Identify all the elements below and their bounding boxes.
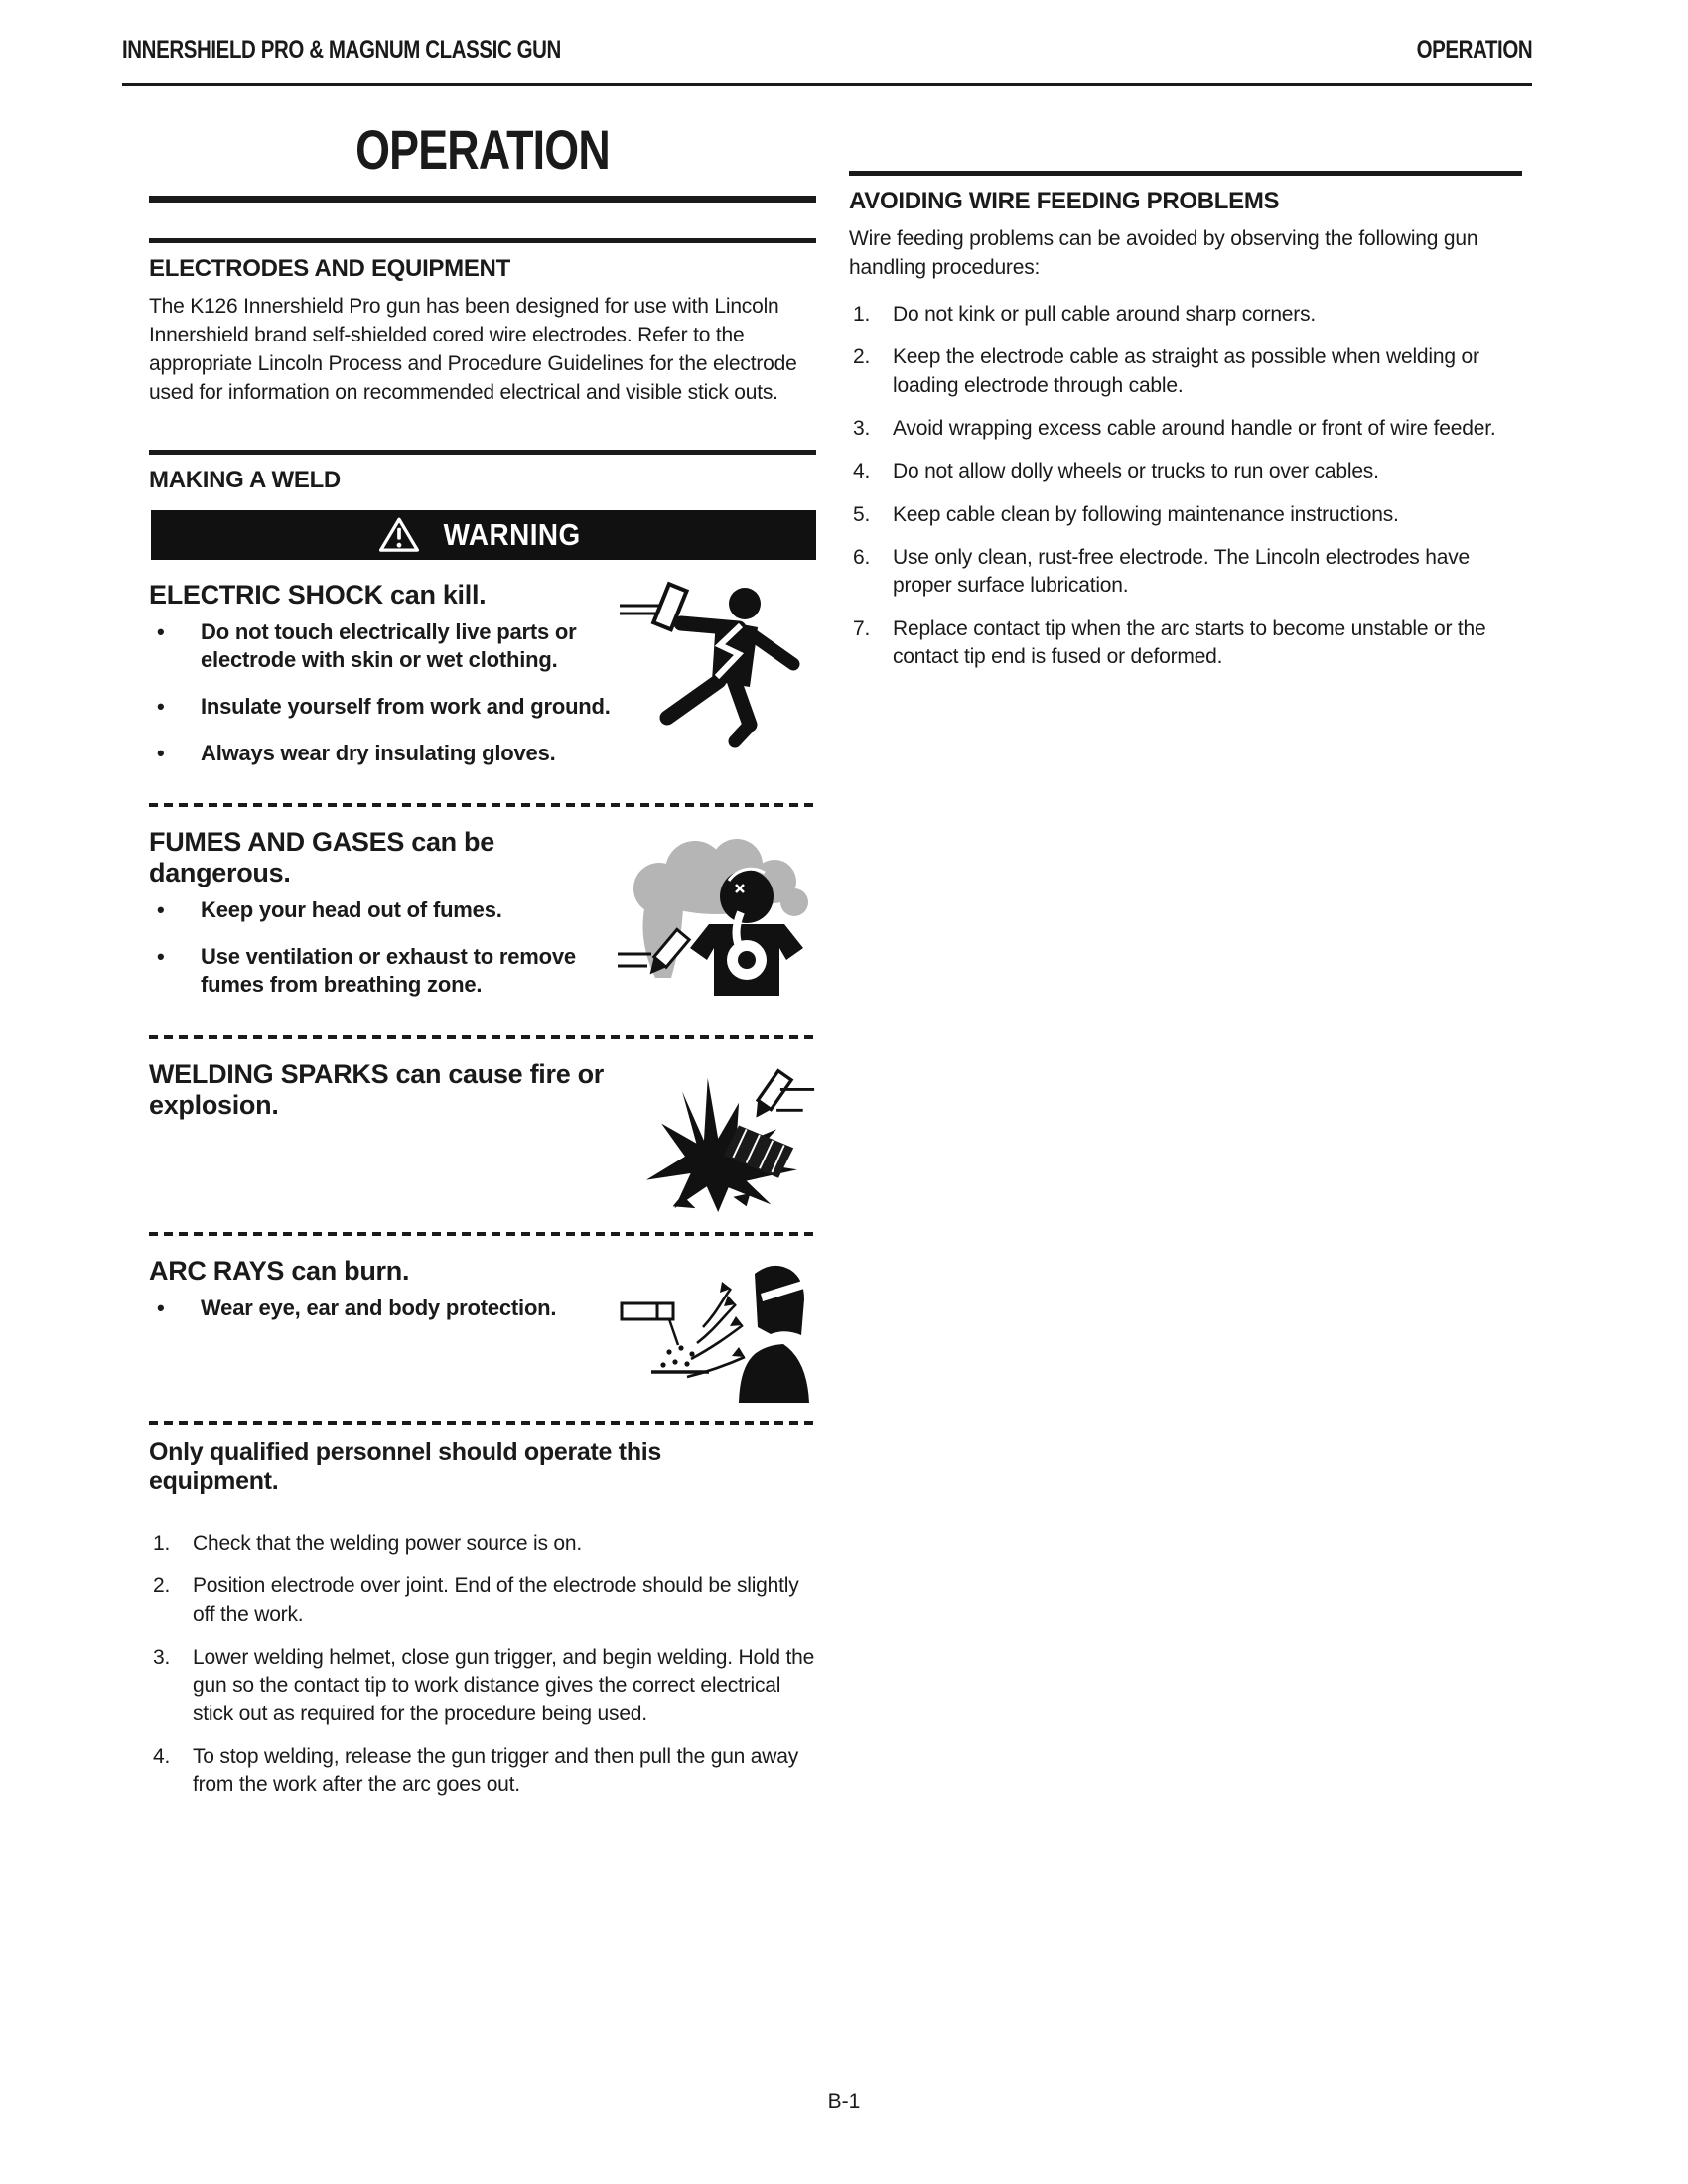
section-rule (849, 171, 1522, 176)
section-heading-electrodes: ELECTRODES AND EQUIPMENT (149, 255, 510, 282)
list-item (849, 415, 1522, 443)
page-header (122, 36, 1532, 65)
hazard-bullet: • Insulate yourself from work and ground. (149, 693, 616, 722)
section-heading-wire-feeding: AVOIDING WIRE FEEDING PROBLEMS (849, 188, 1280, 214)
welding-steps-list (149, 1530, 816, 1800)
dashed-divider (149, 1232, 816, 1236)
hazard-fumes-and-gases (149, 821, 816, 1018)
hazard-arc-rays (149, 1250, 816, 1403)
list-item (849, 343, 1522, 400)
dashed-divider (149, 803, 816, 807)
header-rule (122, 83, 1532, 86)
list-item-text: Check that the welding power source is on. (193, 1532, 582, 1556)
list-item-text: Use only clean, rust-free electrode. The Lincoln electrodes have proper surface lubrication. (893, 546, 1470, 598)
hazard-heading: FUMES AND GASES can be dangerous. (149, 827, 494, 888)
page-number: B-1 (827, 2090, 861, 2113)
list-item-text: Replace contact tip when the arc starts to become unstable or the contact tip end is fused or deformed. (893, 616, 1486, 669)
section-rule (149, 450, 816, 455)
list-item (849, 544, 1522, 601)
electrodes-paragraph: The K126 Innershield Pro gun has been designed for use with Lincoln Innershield brand self-shielded cored wire electrodes. Refer to the appropriate Lincoln Process and Procedure Guidelines for the electrode used for information on recommended electrical and visible stick outs. (149, 295, 797, 404)
section-heading-making-a-weld: MAKING A WELD (149, 466, 341, 493)
hazard-heading: ELECTRIC SHOCK can kill. (149, 579, 487, 610)
list-item-text: Keep the electrode cable as straight as possible when welding or loading electrode through cable. (893, 345, 1479, 397)
title-rule (149, 196, 816, 203)
hazard-heading: WELDING SPARKS can cause fire or explosion. (149, 1059, 605, 1121)
header-section-title: OPERATION (1416, 36, 1532, 64)
hazard-welding-sparks (149, 1053, 816, 1214)
hazard-text (149, 1250, 618, 1341)
hazard-text (149, 821, 618, 1018)
left-column (149, 117, 816, 1815)
list-item (849, 301, 1522, 329)
hazard-text (149, 574, 618, 785)
welding-sparks-icon (628, 1053, 816, 1214)
hazard-bullet: • Wear eye, ear and body protection. (149, 1295, 616, 1323)
wire-feeding-list (849, 301, 1522, 671)
list-item (849, 501, 1522, 529)
electric-shock-icon (618, 574, 816, 749)
hazard-bullet: • Always wear dry insulating gloves. (149, 740, 616, 768)
hazard-bullet: • Keep your head out of fumes. (149, 896, 616, 925)
qualified-personnel-note: Only qualified personnel should operate this equipment. (149, 1438, 662, 1496)
warning-triangle-icon (378, 516, 420, 554)
list-item (149, 1743, 816, 1800)
hazard-electric-shock (149, 574, 816, 785)
list-item-text: Do not kink or pull cable around sharp corners. (893, 302, 1317, 326)
list-item-text: Position electrode over joint. End of the electrode should be slightly off the work. (193, 1574, 799, 1626)
right-column (849, 171, 1522, 686)
list-item-text: To stop welding, release the gun trigger and then pull the gun away from the work after the arc goes out. (193, 1745, 799, 1797)
wire-feeding-intro: Wire feeding problems can be avoided by observing the following gun handling procedures: (849, 227, 1478, 279)
list-item (849, 615, 1522, 672)
header-doc-title: INNERSHIELD PRO & MAGNUM CLASSIC GUN (122, 36, 561, 64)
list-item (149, 1530, 816, 1558)
list-item (849, 458, 1522, 485)
warning-label: WARNING (443, 516, 581, 552)
list-item-text: Do not allow dolly wheels or trucks to run over cables. (893, 460, 1379, 483)
page-title: OPERATION (355, 118, 610, 181)
warning-banner (151, 510, 816, 560)
section-rule (149, 238, 816, 243)
fumes-and-gases-icon (618, 821, 816, 1000)
hazard-heading: ARC RAYS can burn. (149, 1256, 410, 1287)
list-item (149, 1572, 816, 1629)
hazard-bullet: • Do not touch electrically live parts or electrode with skin or wet clothing. (149, 618, 616, 675)
hazard-text (149, 1053, 628, 1129)
list-item-text: Avoid wrapping excess cable around handle or front of wire feeder. (893, 416, 1496, 440)
dashed-divider (149, 1421, 816, 1425)
list-item-text: Keep cable clean by following maintenance instructions. (893, 502, 1399, 526)
arc-rays-icon (618, 1250, 816, 1403)
dashed-divider (149, 1035, 816, 1039)
list-item-text: Lower welding helmet, close gun trigger, and begin welding. Hold the gun so the contact tip to work distance gives the correct electrical stick out as required for the procedure being used. (193, 1646, 815, 1725)
hazard-bullet: • Use ventilation or exhaust to remove fumes from breathing zone. (149, 943, 616, 1000)
list-item (149, 1644, 816, 1728)
